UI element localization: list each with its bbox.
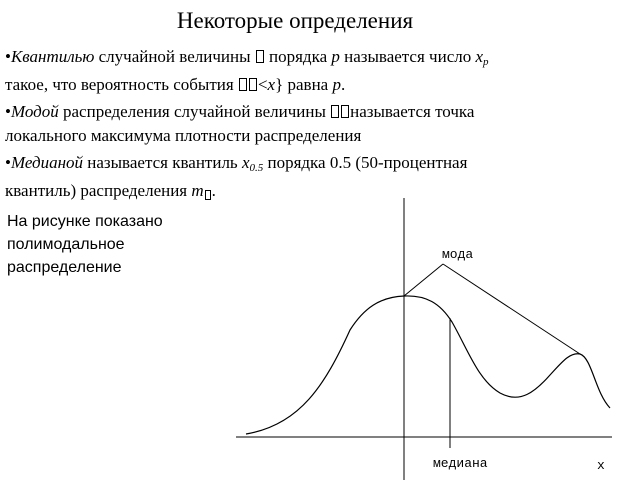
quantile-line2-b: } равна [275, 75, 333, 94]
quantile-text-b: порядка [264, 47, 332, 66]
mode-text-b: называется точка [350, 102, 475, 121]
caption-line-2: полимодальное [7, 236, 125, 253]
median-m: m [191, 181, 204, 200]
caption-line-3: распределение [7, 259, 122, 276]
quantile-line2-end: . [340, 75, 346, 94]
bullet-marker: • [5, 47, 11, 66]
mode-pointer-right [443, 264, 580, 354]
quantile-line2-lt: < [257, 75, 268, 94]
caption-line-1: На рисунке показано [7, 213, 163, 230]
median-x-sub: 0.5 [249, 162, 264, 174]
mode-label: мода [442, 247, 474, 262]
quantile-line2-p: p [332, 75, 341, 94]
median-text-a: называется квантиль [83, 153, 242, 172]
term-quantile: Квантилью [10, 47, 95, 66]
median-x: x [241, 153, 250, 172]
mode-definition-line-2: локального максимума плотности распределения [5, 126, 362, 145]
term-median: Медианой [10, 153, 84, 172]
median-label: медиана [433, 456, 488, 471]
quantile-x: x [475, 47, 484, 66]
quantile-text-c: называется число [339, 47, 476, 66]
quantile-x-sub: p [483, 56, 489, 68]
median-line2-a: квантиль) распределения [5, 181, 192, 200]
mode-text-a: распределения случайной величины [58, 102, 331, 121]
quantile-text-a: случайной величины [94, 47, 255, 66]
bullet-marker: • [5, 102, 11, 121]
slide-title: Некоторые определения [176, 8, 414, 33]
median-text-b: порядка 0.5 (50-процентная [263, 153, 468, 172]
quantile-p: p [331, 47, 340, 66]
bullet-marker: • [5, 153, 11, 172]
mode-pointer-left [404, 264, 443, 296]
x-axis-label: x [597, 458, 605, 473]
term-mode: Модой [10, 102, 59, 121]
quantile-line2-a: такое, что вероятность события [5, 75, 238, 94]
density-curve [246, 296, 610, 434]
quantile-line2-x: x [267, 75, 276, 94]
median-line2-end: . [211, 181, 216, 200]
